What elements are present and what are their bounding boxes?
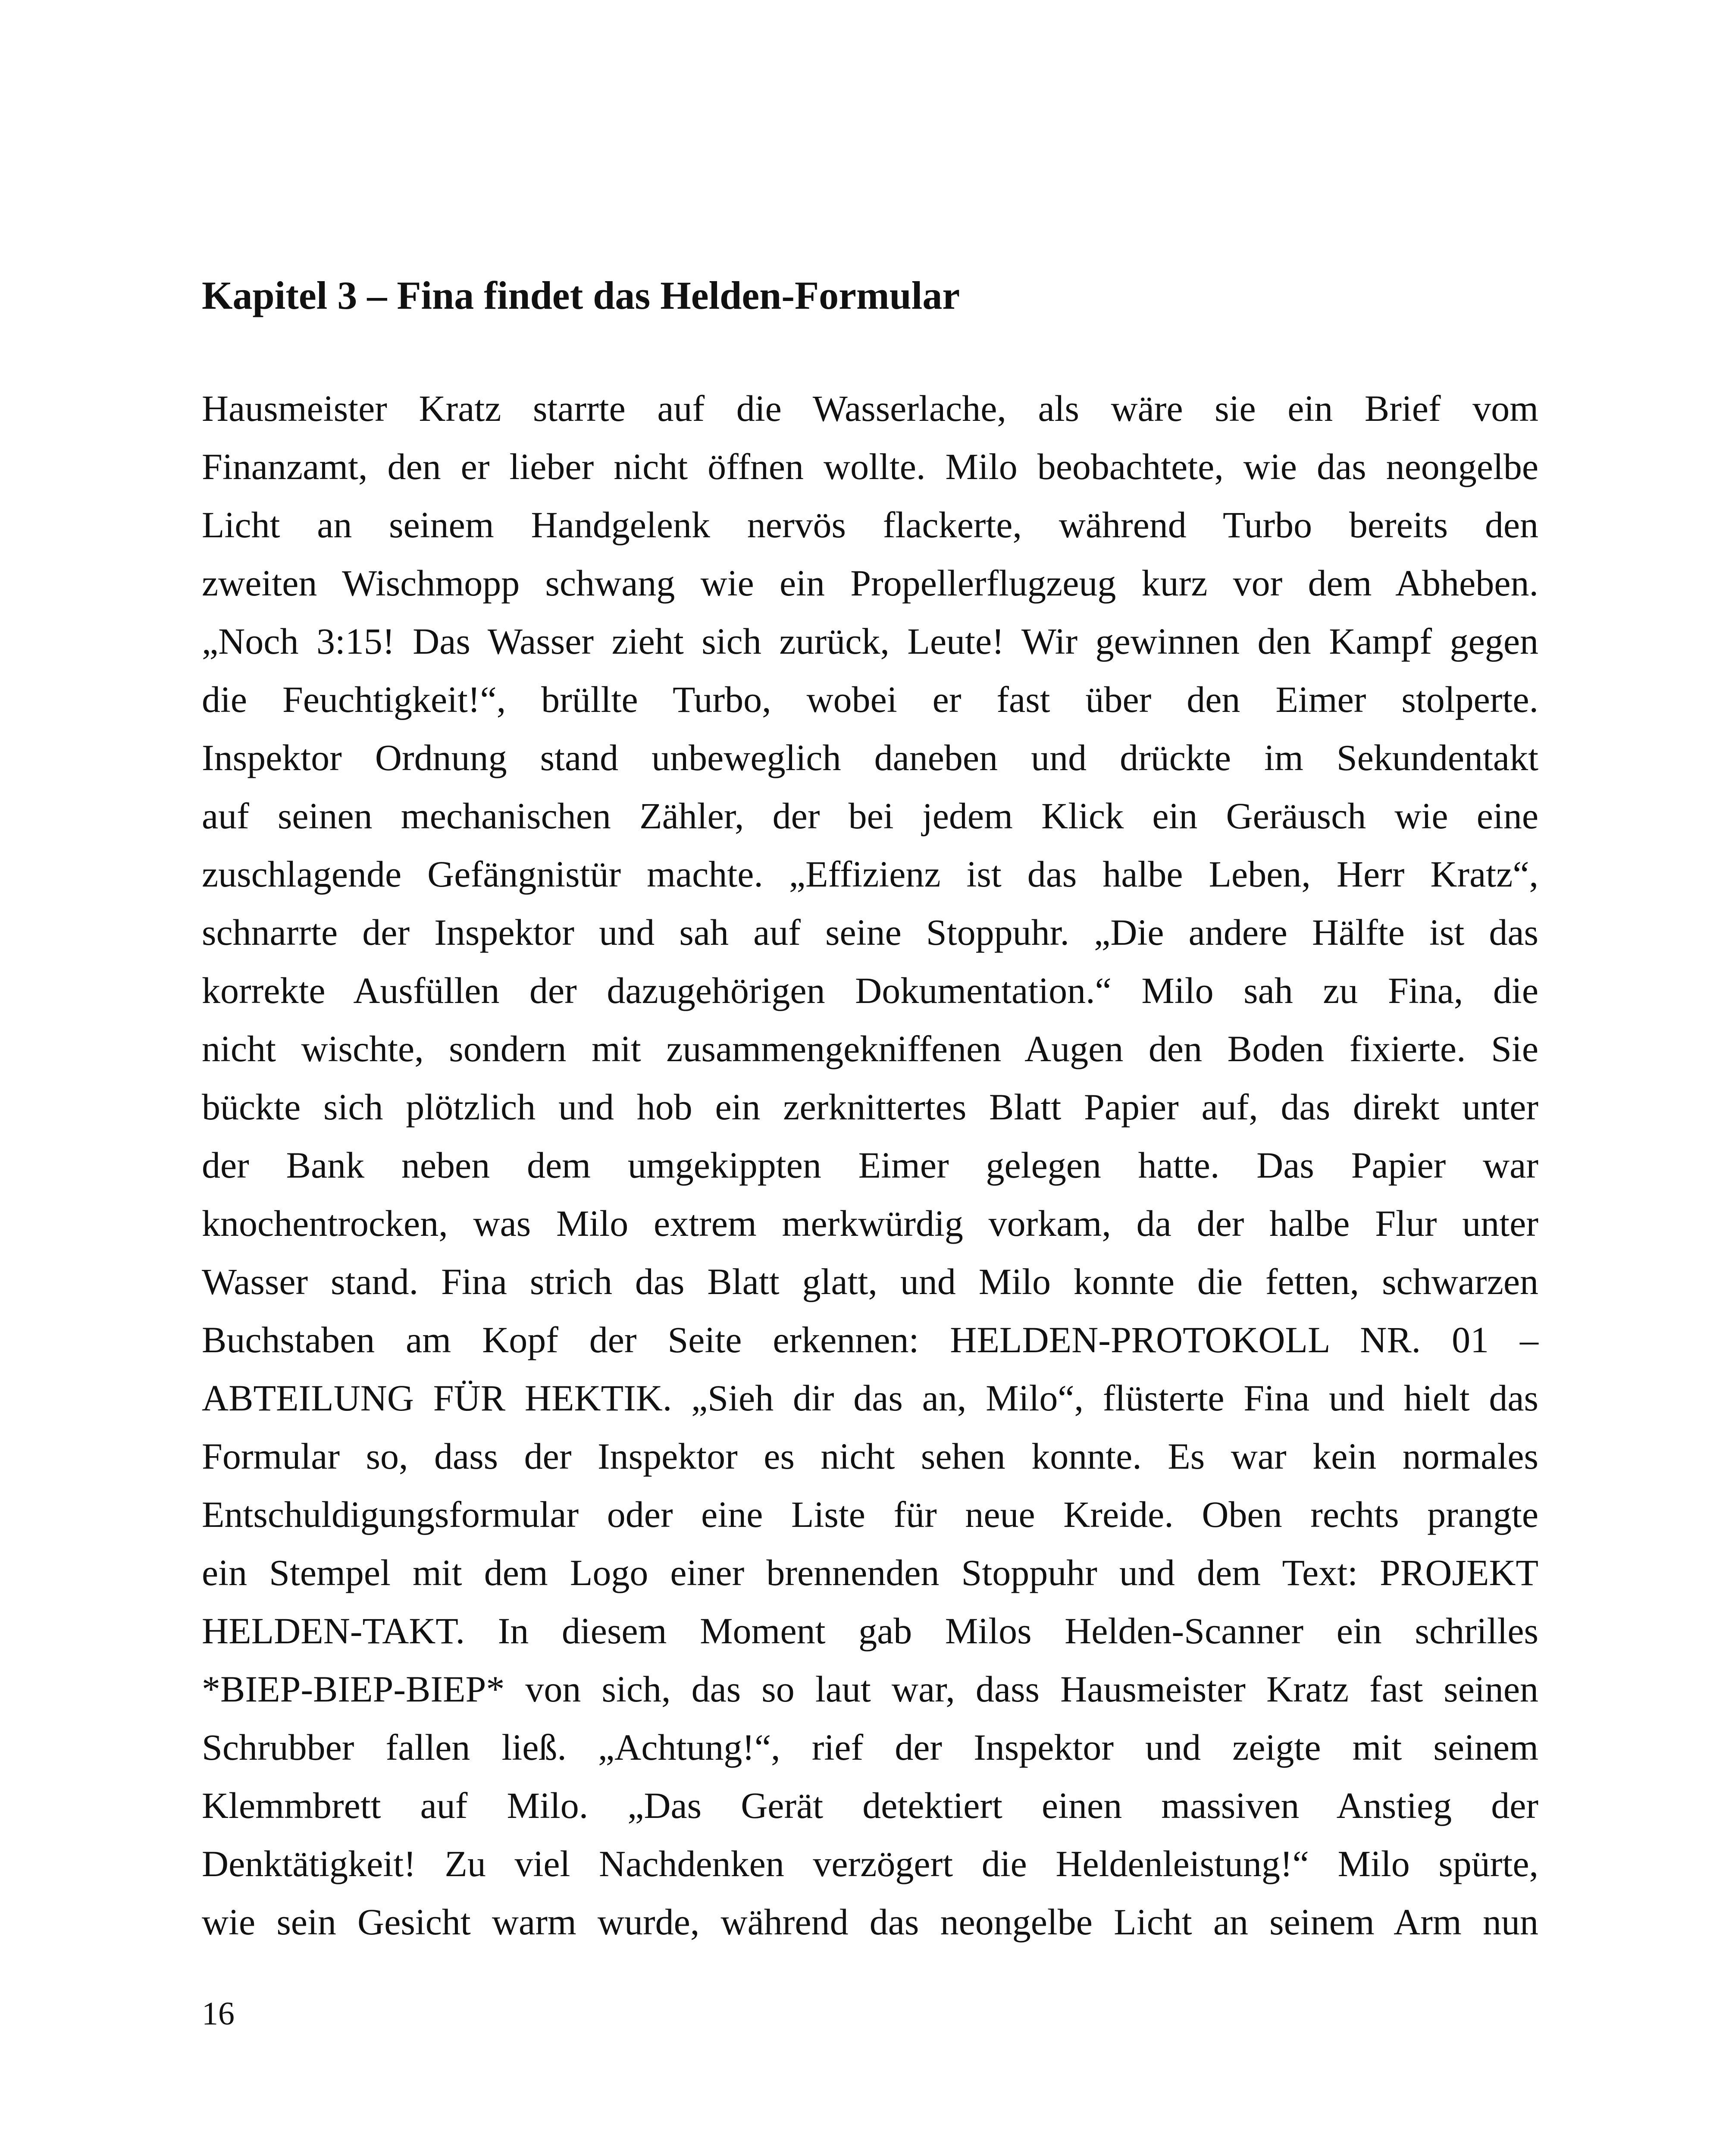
text-line: Hausmeister Kratz starrte auf die Wasserlache, als wäre sie ein Brief vom	[202, 388, 1538, 429]
text-line: Finanzamt, den er lieber nicht öffnen wollte. Milo beobachtete, wie das neongelbe	[202, 446, 1538, 487]
text-line: Denktätigkeit! Zu viel Nachdenken verzögert die Heldenleistung!“ Milo spürte,	[202, 1843, 1538, 1884]
text-line: Entschuldigungsformular oder eine Liste für neue Kreide. Oben rechts prangte	[202, 1494, 1538, 1535]
text-line: korrekte Ausfüllen der dazugehörigen Dokumentation.“ Milo sah zu Fina, die	[202, 970, 1538, 1011]
text-line: „Noch 3:15! Das Wasser zieht sich zurück, Leute! Wir gewinnen den Kampf gegen	[202, 620, 1538, 662]
text-line: Schrubber fallen ließ. „Achtung!“, rief der Inspektor und zeigte mit seinem	[202, 1727, 1538, 1768]
text-line: Licht an seinem Handgelenk nervös flackerte, während Turbo bereits den	[202, 504, 1538, 545]
text-line: knochentrocken, was Milo extrem merkwürdig vorkam, da der halbe Flur unter	[202, 1203, 1538, 1244]
text-line: Inspektor Ordnung stand unbeweglich daneben und drückte im Sekundentakt	[202, 737, 1538, 778]
body-paragraph	[202, 379, 1538, 1951]
text-line: wie sein Gesicht warm wurde, während das neongelbe Licht an seinem Arm nun	[202, 1901, 1538, 1943]
text-line: *BIEP-BIEP-BIEP* von sich, das so laut war, dass Hausmeister Kratz fast seinen	[202, 1668, 1538, 1710]
text-line: der Bank neben dem umgekippten Eimer gelegen hatte. Das Papier war	[202, 1144, 1538, 1186]
text-line: zuschlagende Gefängnistür machte. „Effizienz ist das halbe Leben, Herr Kratz“,	[202, 853, 1538, 895]
text-line: auf seinen mechanischen Zähler, der bei jedem Klick ein Geräusch wie eine	[202, 795, 1538, 837]
text-line: die Feuchtigkeit!“, brüllte Turbo, wobei er fast über den Eimer stolperte.	[202, 679, 1538, 720]
text-line: Formular so, dass der Inspektor es nicht sehen konnte. Es war kein normales	[202, 1435, 1538, 1477]
text-line: HELDEN-TAKT. In diesem Moment gab Milos Helden-Scanner ein schrilles	[202, 1610, 1538, 1651]
page-number: 16	[202, 1996, 235, 2032]
text-line: Klemmbrett auf Milo. „Das Gerät detektiert einen massiven Anstieg der	[202, 1785, 1538, 1826]
text-line: ein Stempel mit dem Logo einer brennenden Stoppuhr und dem Text: PROJEKT	[202, 1552, 1538, 1593]
text-line: Buchstaben am Kopf der Seite erkennen: HELDEN-PROTOKOLL NR. 01 –	[202, 1319, 1538, 1360]
text-line: schnarrte der Inspektor und sah auf seine Stoppuhr. „Die andere Hälfte ist das	[202, 912, 1538, 953]
text-line: nicht wischte, sondern mit zusammengekniffenen Augen den Boden fixierte. Sie	[202, 1028, 1538, 1069]
text-line: Wasser stand. Fina strich das Blatt glatt, und Milo konnte die fetten, schwarzen	[202, 1261, 1538, 1302]
text-line: ABTEILUNG FÜR HEKTIK. „Sieh dir das an, Milo“, flüsterte Fina und hielt das	[202, 1377, 1538, 1419]
text-line: zweiten Wischmopp schwang wie ein Propellerflugzeug kurz vor dem Abheben.	[202, 562, 1538, 604]
chapter-title: Kapitel 3 – Fina findet das Helden-Formular	[202, 273, 960, 317]
text-line: bückte sich plötzlich und hob ein zerknittertes Blatt Papier auf, das direkt unter	[202, 1086, 1538, 1128]
